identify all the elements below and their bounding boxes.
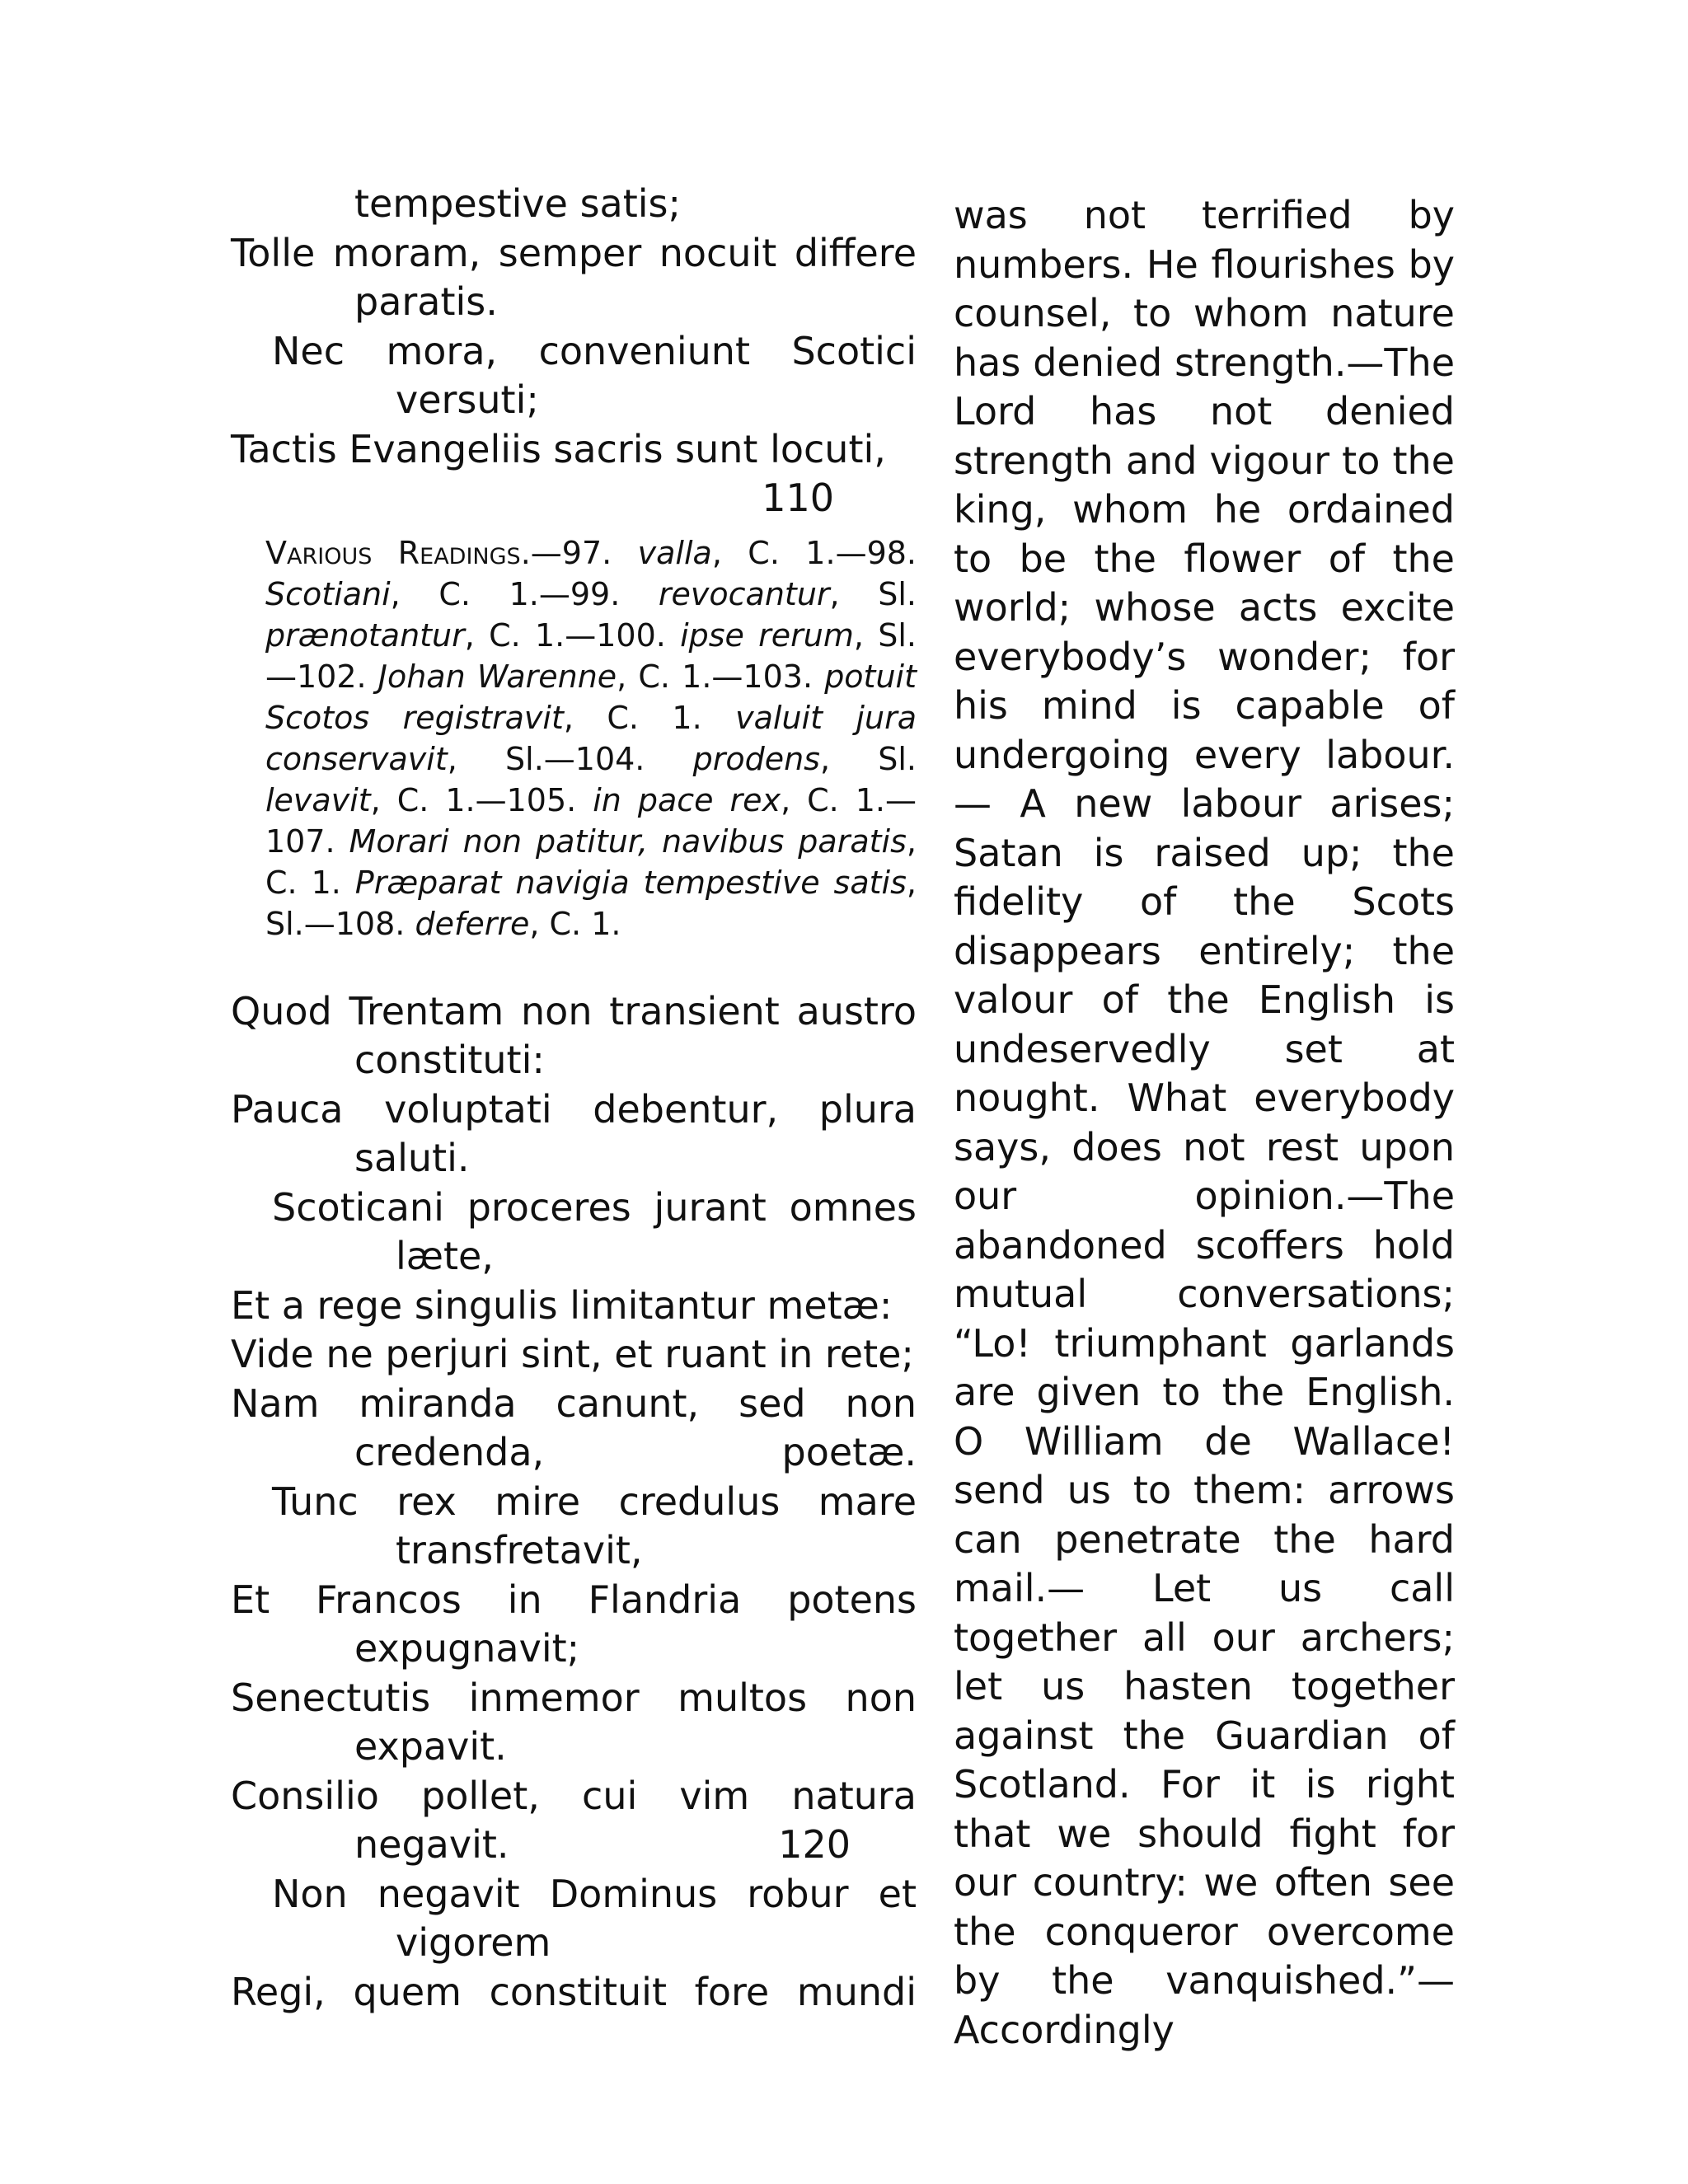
reading-variant: prænotantur: [265, 616, 465, 654]
reading-variant: prodens: [692, 740, 820, 777]
reading-source: , C. 1.—100.: [464, 616, 681, 654]
reading-source: , Sl.: [829, 575, 917, 612]
reading-variant: levavit: [265, 781, 371, 818]
verse-line: Tolle moram, semper nocuit differe paratis.: [231, 230, 917, 324]
reading-source: , C. 1.: [529, 905, 621, 942]
verse-line: Nec mora, conveniunt Scotici versuti;: [272, 328, 917, 422]
reading-source: , C. 1.—107.: [265, 781, 917, 860]
verse-line: tempestive satis;: [354, 181, 682, 226]
verse-line: Non negavit Dominus robur et vigorem: [272, 1871, 917, 1965]
reading-variant: valla: [637, 534, 712, 571]
translation-paragraph: was not terrified by numbers. He flourishes by counsel, to whom nature has denied strength.—The Lord has not denied strength and vigour to the king, whom he ordained to be the flower of the world; whose acts excite everybody’s wonder; for his mind is capable of undergoing every labour.— A new labour arises; Satan is raised up; the fidelity of the Scots disappears entirely; the valour of the English is undeservedly set at nought. What everybody says, does not rest upon our opinion.—The abandoned scoffers hold mutual conversations; “Lo! triumphant garlands are given to the English. O William de Wallace! send us to them: arrows can penetrate the hard mail.— Let us call together all our archers; let us hasten together against the Guardian of Scotland. For it is right that we should fight for our country: we often see the conqueror overcome by the vanquished.”—Accordingly: [954, 193, 1455, 2052]
reading-source: —97.: [530, 534, 638, 571]
spacer: [231, 944, 917, 987]
verse-block-top: [231, 180, 917, 474]
reading-source: , C. 1.—105.: [370, 781, 593, 818]
verse-line: Tactis Evangeliis sacris sunt locuti,: [231, 426, 886, 471]
notes-heading: Various Readings.: [265, 534, 531, 571]
reading-source: , Sl.—108.: [265, 864, 917, 942]
line-number-110: 110: [762, 476, 834, 520]
verse-line: Et a rege singulis limitantur metæ:: [231, 1282, 893, 1328]
reading-variant: valuit jura conservavit: [265, 699, 917, 777]
verse-line: Tunc rex mire credulus mare transfretavit,: [272, 1479, 917, 1572]
reading-variant: Scotiani: [265, 575, 391, 612]
verse-line: Vide ne perjuri sint, et ruant in rete;: [231, 1332, 914, 1376]
verse-line: Et Francos in Flandria potens expugnavit;: [231, 1577, 917, 1671]
latin-verse-column: [231, 181, 917, 2014]
reading-variant: ipse rerum: [680, 616, 854, 654]
reading-variant: in pace rex: [593, 781, 781, 818]
reading-source: , Sl.: [819, 740, 917, 777]
reading-source: , C. 1.: [265, 823, 917, 901]
reading-source: , Sl. —102.: [265, 616, 917, 695]
verse-line: Pauca voluptati debentur, plura saluti.: [231, 1086, 917, 1180]
reading-variant: Præparat navigia tempestive satis: [354, 864, 907, 901]
english-translation-column: [954, 191, 1455, 2052]
line-number: 120: [778, 1822, 851, 1867]
various-readings-notes: [265, 532, 917, 944]
reading-variant: Johan Warenne: [377, 658, 617, 695]
reading-source: , Sl.—104.: [447, 740, 693, 777]
verse-line: Regi, quem constituit fore mundi: [231, 1969, 917, 2014]
verse-line: Scoticani proceres jurant omnes læte,: [272, 1184, 917, 1278]
reading-source: , C. 1.—103.: [617, 658, 825, 695]
verse-line: Senectutis inmemor multos non expavit.: [231, 1675, 917, 1769]
verse-block-bottom: [231, 987, 917, 2018]
reading-variant: deferre: [415, 905, 530, 942]
reading-variant: potuit Scotos registravit: [265, 658, 917, 736]
verse-line: Quod Trentam non transient austro constituti:: [231, 988, 917, 1082]
verse-line: Nam miranda canunt, sed non credenda, poetæ.: [231, 1380, 917, 1474]
verse-line: Consilio pollet, cui vim natura negavit.: [231, 1773, 917, 1867]
reading-variant: revocantur: [658, 575, 830, 612]
reading-source: , C. 1.—98.: [711, 534, 917, 571]
reading-source: , C. 1.—99.: [390, 575, 659, 612]
reading-source: , C. 1.: [563, 699, 736, 736]
reading-variant: Morari non patitur, navibus paratis: [349, 823, 907, 860]
